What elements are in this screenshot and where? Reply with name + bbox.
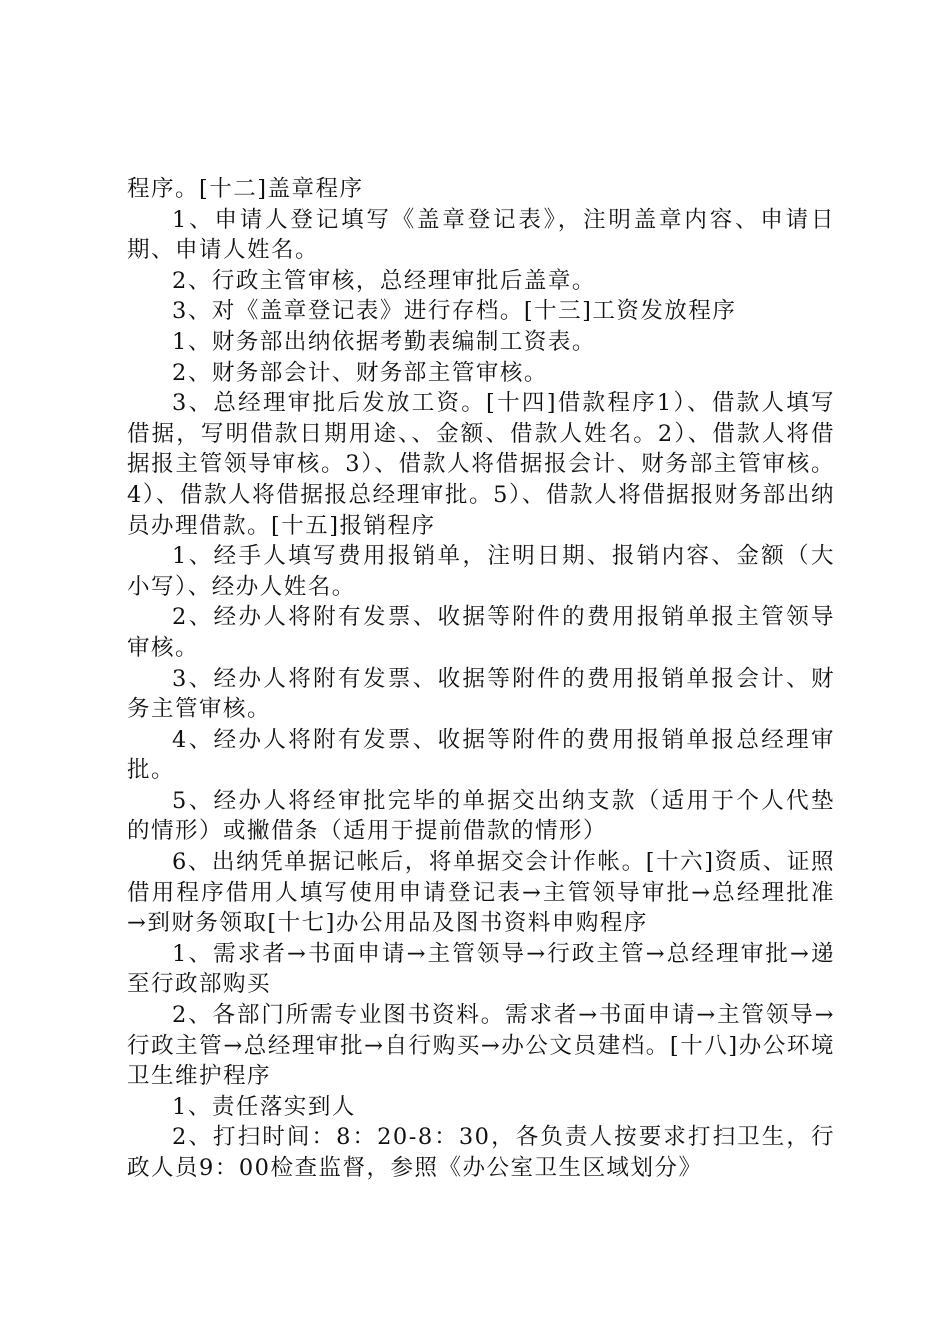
paragraph-15: 2、各部门所需专业图书资料。需求者→书面申请→主管领导→行政主管→总经理审批→自行购买→办公文员建档。[十八]办公环境卫生维护程序 bbox=[127, 1002, 835, 1090]
paragraph-8: 1、经手人填写费用报销单，注明日期、报销内容、金额（大小写）、经办人姓名。 bbox=[127, 543, 835, 600]
paragraph-5: 1、财务部出纳依据考勤表编制工资表。 bbox=[172, 328, 596, 355]
paragraph-11: 4、经办人将附有发票、收据等附件的费用报销单报总经理审批。 bbox=[127, 726, 835, 784]
paragraph-9: 2、经办人将附有发票、收据等附件的费用报销单报主管领导审核。 bbox=[127, 604, 835, 661]
paragraph-1: 程序。[十二]盖章程序 bbox=[127, 176, 364, 202]
document-body bbox=[127, 174, 835, 1184]
paragraph-14: 1、需求者→书面申请→主管领导→行政主管→总经理审批→递至行政部购买 bbox=[127, 940, 835, 998]
paragraph-3: 2、行政主管审核，总经理审批后盖章。 bbox=[172, 267, 596, 294]
paragraph-2: 1、申请人登记填写《盖章登记表》，注明盖章内容、申请日期、申请人姓名。 bbox=[127, 206, 835, 264]
paragraph-12: 5、经办人将经审批完毕的单据交出纳支款（适用于个人代垫的情形）或撇借条（适用于提前借款的情形） bbox=[127, 787, 835, 845]
paragraph-16: 1、责任落实到人 bbox=[172, 1093, 356, 1120]
paragraph-17: 2、打扫时间：8：20-8：30，各负责人按要求打扫卫生，行政人员9：00检查监督，参照《办公室卫生区域划分》 bbox=[127, 1124, 835, 1181]
paragraph-10: 3、经办人将附有发票、收据等附件的费用报销单报会计、财务主管审核。 bbox=[127, 665, 835, 723]
paragraph-7: 3、总经理审批后发放工资。[十四]借款程序1）、借款人填写借据，写明借款日期用途、、金额、借款人姓名。2）、借款人将借据报主管领导审核。3）、借款人将借据报会计、财务部主管审核。4）、借款人将借据报总经理审批。5）、借款人将借据报财务部出纳员办理借款。[十五]报销程序 bbox=[127, 390, 835, 539]
paragraph-4: 3、对《盖章登记表》进行存档。[十三]工资发放程序 bbox=[172, 298, 737, 325]
paragraph-6: 2、财务部会计、财务部主管审核。 bbox=[172, 359, 548, 386]
paragraph-13: 6、出纳凭单据记帐后，将单据交会计作帐。[十六]资质、证照借用程序借用人填写使用申请登记表→主管领导审批→总经理批准→到财务领取[十七]办公用品及图书资料申购程序 bbox=[127, 849, 835, 937]
